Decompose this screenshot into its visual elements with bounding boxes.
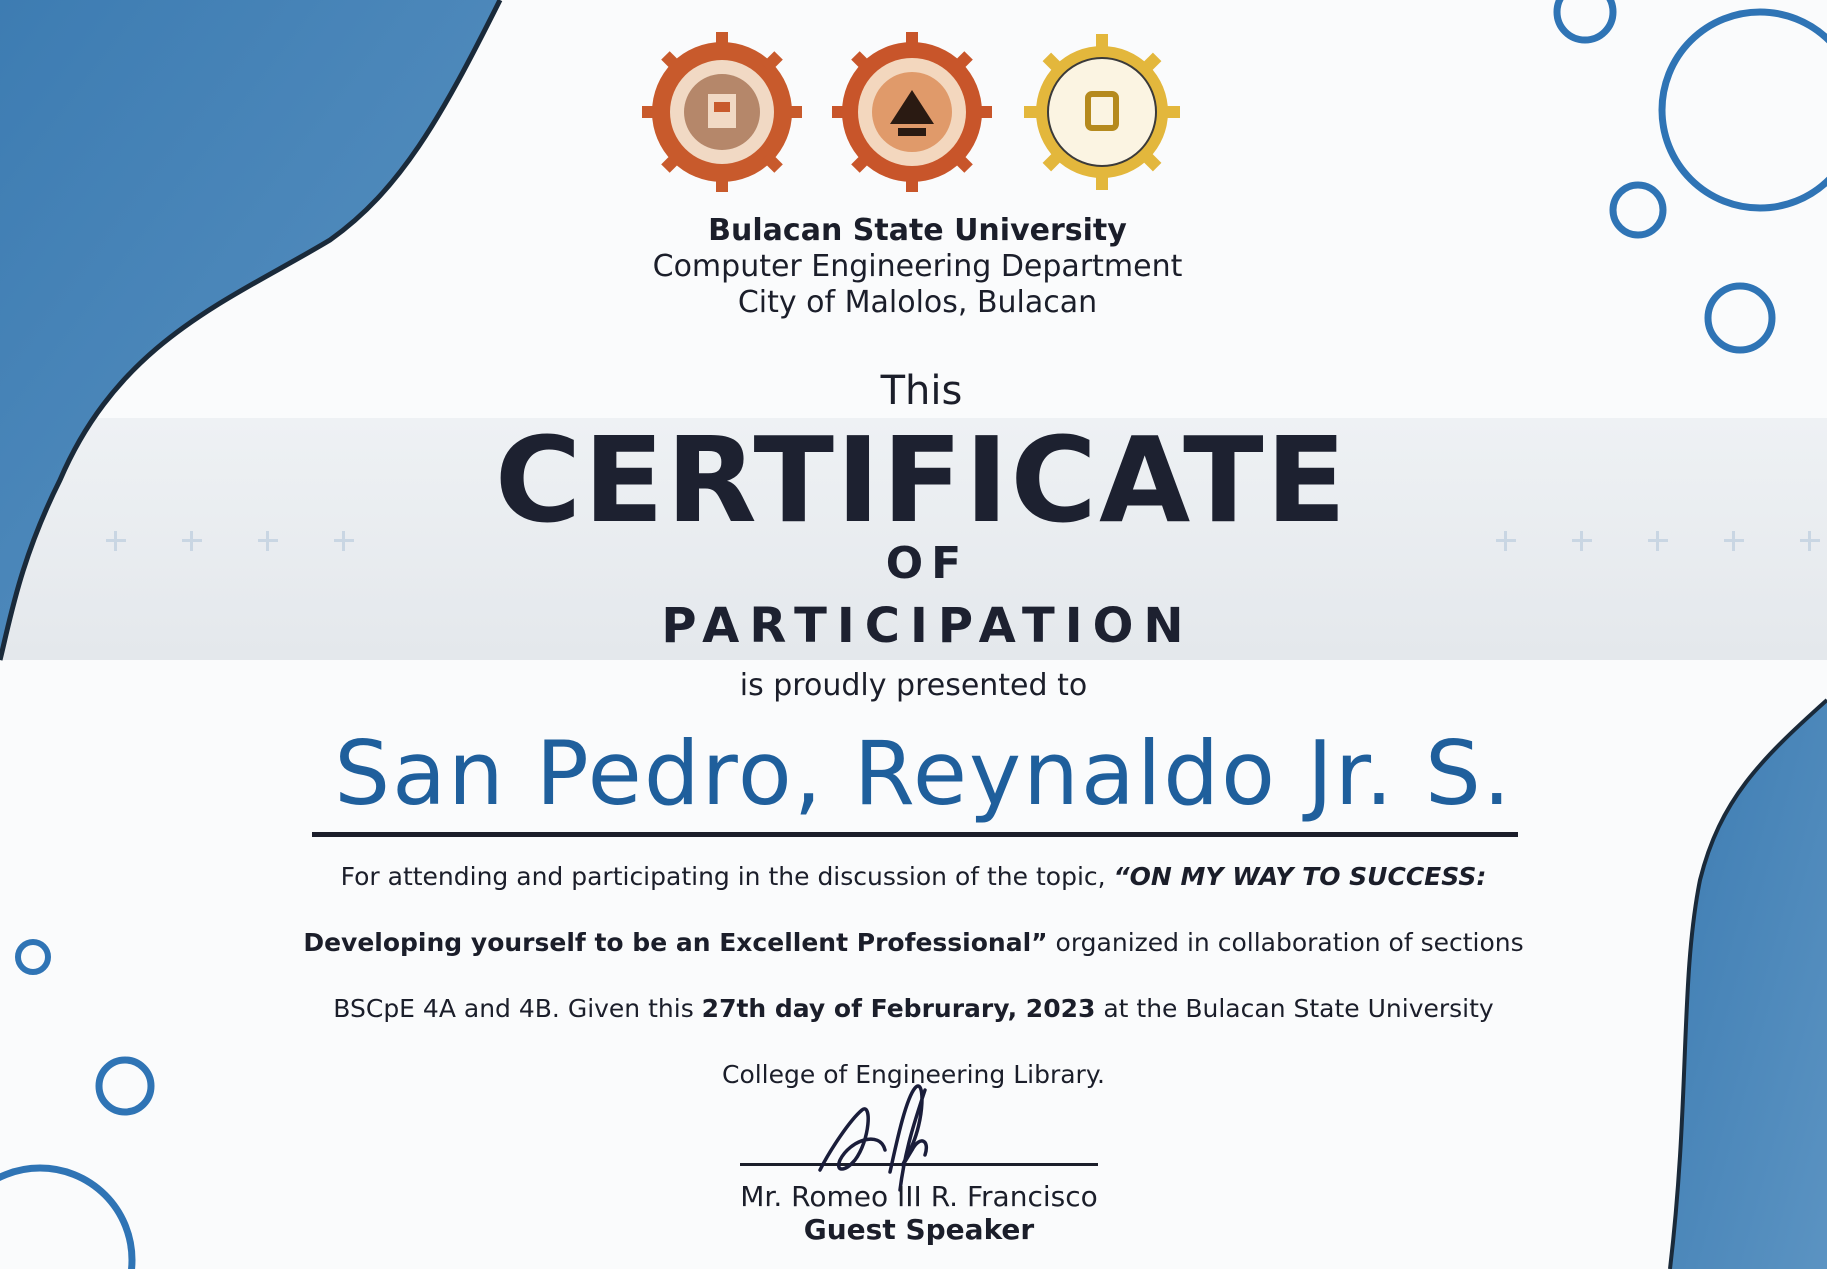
deco-circle bbox=[1662, 12, 1827, 208]
header bbox=[0, 213, 1827, 321]
signatory-title: Guest Speaker bbox=[803, 1213, 1035, 1246]
signatory-name: Mr. Romeo III R. Francisco bbox=[740, 1180, 1098, 1213]
body-text: organized in collaboration of sections bbox=[1047, 928, 1524, 957]
recipient-name: San Pedro, Reynaldo Jr. S. bbox=[334, 722, 1513, 825]
body-text: BSCpE 4A and 4B. Given this bbox=[333, 994, 702, 1023]
body-text: at the Bulacan State University bbox=[1095, 994, 1494, 1023]
title-of: OF bbox=[885, 538, 970, 589]
deco-circle bbox=[0, 1168, 132, 1269]
title-participation: PARTICIPATION bbox=[661, 598, 1194, 654]
department-name: Computer Engineering Department bbox=[652, 249, 1183, 284]
presented-to: is proudly presented to bbox=[739, 668, 1088, 703]
deco-circle bbox=[1557, 0, 1613, 40]
name-underline bbox=[312, 832, 1518, 837]
body-line-3 bbox=[0, 994, 1827, 1024]
university-name: Bulacan State University bbox=[708, 213, 1127, 248]
handwritten-signature bbox=[820, 1086, 926, 1190]
computer-engineering-seal bbox=[1022, 32, 1182, 192]
college-of-engineering-seal bbox=[642, 32, 802, 192]
signatory bbox=[740, 1180, 1098, 1246]
body-text: For attending and participating in the discussion of the topic, bbox=[340, 862, 1114, 891]
event-date: 27th day of Februrary, 2023 bbox=[701, 994, 1096, 1023]
bulacan-state-university-seal bbox=[832, 32, 992, 192]
title-this: This bbox=[880, 368, 963, 414]
topic-title: “ON MY WAY TO SUCCESS: bbox=[1113, 862, 1487, 891]
body-line-2 bbox=[0, 928, 1827, 958]
body-line-1 bbox=[0, 862, 1827, 892]
title-certificate: CERTIFICATE bbox=[494, 411, 1349, 549]
body-line-4: College of Engineering Library. bbox=[721, 1060, 1105, 1089]
topic-subtitle: Developing yourself to be an Excellent Professional” bbox=[303, 928, 1048, 957]
location: City of Malolos, Bulacan bbox=[737, 285, 1098, 320]
signature-line bbox=[740, 1163, 1098, 1166]
